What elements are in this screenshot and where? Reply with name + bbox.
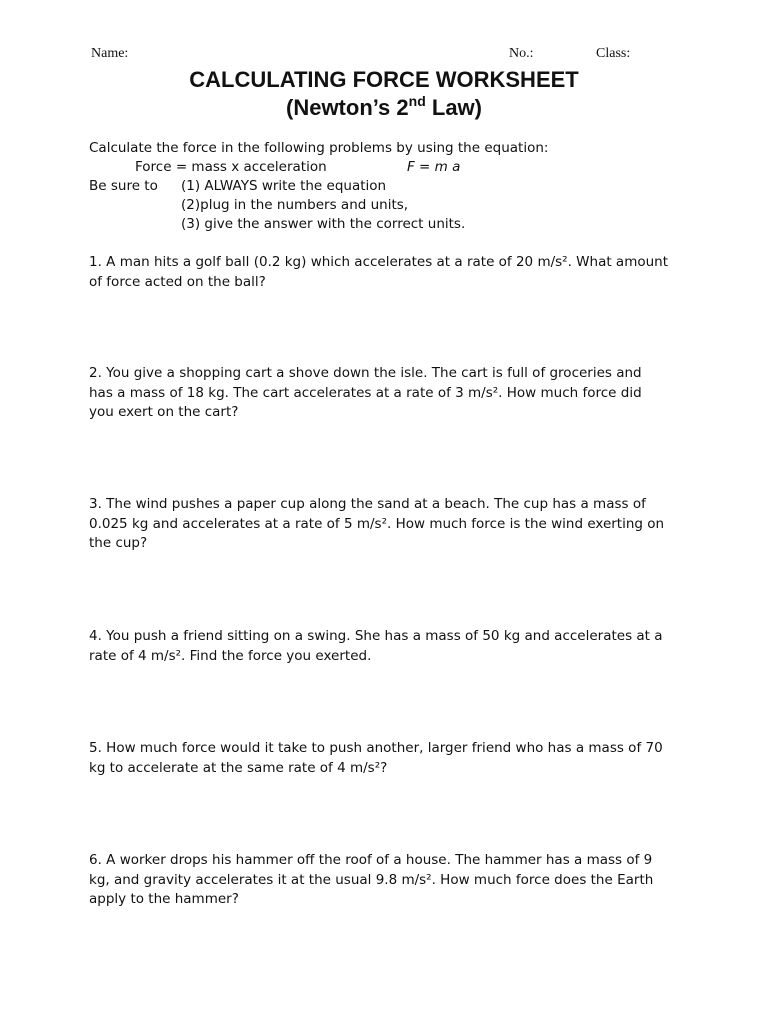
question-text-line: 2. You give a shopping cart a shove down the isle. The cart is full of groceries and [89, 365, 642, 381]
question-6 [89, 851, 669, 910]
name-field-label: Name: [91, 46, 129, 61]
question-text-line: kg to accelerate at the same rate of 4 m/s²? [89, 759, 388, 776]
subtitle-text-after: Law) [425, 95, 482, 120]
instruction-step: (2)plug in the numbers and units, [181, 197, 409, 213]
question-4 [89, 627, 669, 666]
question-text-line: 5. How much force would it take to push another, larger friend who has a mass of 70 [89, 740, 663, 756]
question-text-line: rate of 4 m/s². Find the force you exerted. [89, 647, 372, 664]
question-text-line: 3. The wind pushes a paper cup along the sand at a beach. The cup has a mass of [89, 496, 646, 512]
subtitle-superscript: nd [408, 93, 426, 109]
question-3 [89, 495, 669, 554]
worksheet-title: CALCULATING FORCE WORKSHEET [189, 67, 579, 92]
class-field-label: Class: [596, 46, 631, 61]
question-text-line: apply to the hammer? [89, 891, 239, 907]
question-5 [89, 739, 669, 778]
worksheet-subtitle [0, 95, 768, 123]
question-text-line: you exert on the cart? [89, 404, 239, 420]
question-text-line: has a mass of 18 kg. The cart accelerates at a rate of 3 m/s². How much force did [89, 384, 642, 401]
equation-words: Force = mass x acceleration [135, 159, 327, 175]
instructions-intro: Calculate the force in the following problems by using the equation: [89, 140, 549, 156]
question-text-line: 4. You push a friend sitting on a swing. She has a mass of 50 kg and accelerates at a [89, 628, 663, 644]
question-text-line: 1. A man hits a golf ball (0.2 kg) which accelerates at a rate of 20 m/s². What amount [89, 254, 669, 270]
instruction-step: (1) ALWAYS write the equation [181, 178, 387, 194]
question-text-line: of force acted on the ball? [89, 273, 266, 290]
question-2 [89, 364, 669, 423]
equation-symbols: F = m a [407, 159, 461, 175]
question-text-line: the cup? [89, 535, 148, 551]
subtitle-text-before: (Newton’s 2 [286, 95, 409, 120]
be-sure-label: Be sure to [89, 178, 158, 194]
question-text-line: kg, and gravity accelerates it at the usual 9.8 m/s². How much force does the Earth [89, 871, 654, 888]
question-text-line: 6. A worker drops his hammer off the roof of a house. The hammer has a mass of 9 [89, 852, 653, 868]
question-text-line: 0.025 kg and accelerates at a rate of 5 m/s². How much force is the wind exerting on [89, 515, 665, 532]
question-1 [89, 253, 669, 292]
instruction-step: (3) give the answer with the correct units. [181, 216, 466, 232]
number-field-label: No.: [509, 46, 534, 61]
